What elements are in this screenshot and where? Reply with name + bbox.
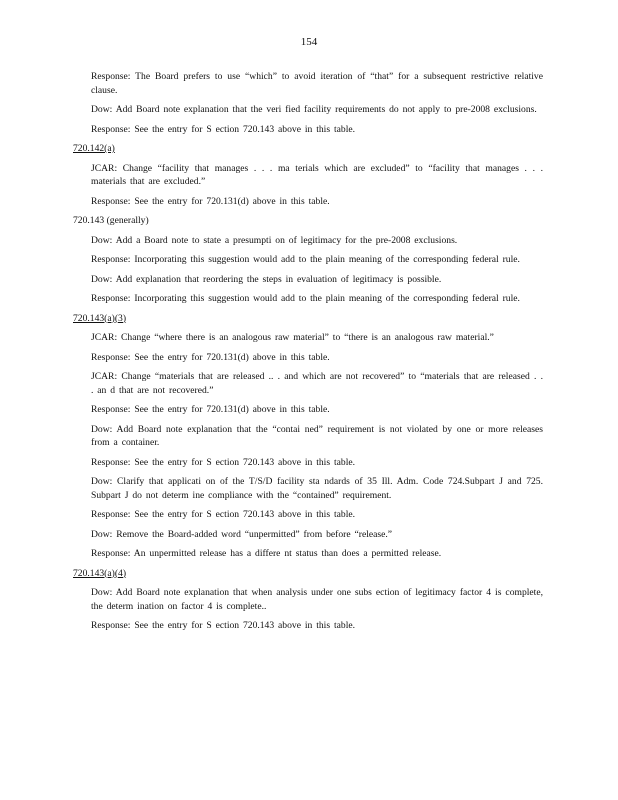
comment-paragraph: Response: See the entry for S ection 720.143 above in this table. [91, 456, 356, 468]
comment-paragraph: Response: An unpermitted release has a differe nt status than does a permitted release. [91, 548, 442, 559]
section-heading: 720.143 (generally) [73, 215, 149, 226]
comment-paragraph: Response: See the entry for 720.131(d) above in this table. [91, 351, 330, 363]
section-heading-wrapper [73, 142, 543, 156]
comment-paragraph: Response: See the entry for S ection 720.143 above in this table. [91, 509, 356, 520]
section-heading-wrapper [73, 214, 543, 228]
section-heading-wrapper [73, 312, 543, 326]
comment-paragraph: Dow: Add Board note explanation that when analysis under one subs ection of legitimacy factor 4 is complete, the determ ination on factor 4 is complete.. [91, 587, 543, 612]
comment-paragraph: Response: See the entry for 720.131(d) above in this table. [91, 195, 330, 207]
page-number: 154 [300, 36, 318, 48]
comment-paragraph: Response: See the entry for S ection 720.143 above in this table. [91, 123, 356, 135]
comment-paragraph: Response: See the entry for S ection 720.143 above in this table. [91, 620, 356, 631]
comment-paragraph: JCAR: Change “where there is an analogous raw material” to “there is an analogous raw material.” [91, 332, 494, 343]
comment-paragraph: Dow: Add a Board note to state a presumpti on of legitimacy for the pre-2008 exclusions. [91, 234, 458, 246]
comment-paragraph: Dow: Add Board note explanation that the veri fied facility requirements do not apply to pre-2008 exclusions. [91, 104, 537, 115]
comment-paragraph: Dow: Add Board note explanation that the “contai ned” requirement is not violated by one or more releases from a container. [91, 423, 543, 448]
section-heading-wrapper [73, 567, 543, 581]
comment-paragraph: JCAR: Change “materials that are released .. . and which are not recovered” to “materials that are released . . . an d that are not recovered.” [91, 371, 543, 396]
comment-paragraph: Response: See the entry for 720.131(d) above in this table. [91, 404, 330, 415]
comment-paragraph: Dow: Add explanation that reordering the steps in evaluation of legitimacy is possible. [91, 273, 442, 285]
comment-paragraph: Response: The Board prefers to use “which” to avoid iteration of “that” for a subsequent restrictive relative clause. [91, 71, 543, 96]
comment-paragraph: Dow: Clarify that applicati on of the T/S/D facility sta ndards of 35 Ill. Adm. Code 724.Subpart J and 725. Subpart J do not determ ine compliance with the “contained” requirement. [91, 476, 543, 501]
section-heading: 720.143(a)(4) [73, 567, 127, 579]
document-body [73, 70, 543, 639]
comment-paragraph: Response: Incorporating this suggestion would add to the plain meaning of the corresponding federal rule. [91, 293, 520, 304]
comment-paragraph: JCAR: Change “facility that manages . . . ma terials which are excluded” to “facility that manages . . . materials that are excluded.” [91, 162, 543, 187]
section-heading: 720.143(a)(3) [73, 312, 127, 324]
comment-paragraph: Dow: Remove the Board-added word “unpermitted” from before “release.” [91, 528, 393, 540]
comment-paragraph: Response: Incorporating this suggestion would add to the plain meaning of the corresponding federal rule. [91, 254, 520, 265]
section-heading: 720.142(a) [73, 143, 115, 154]
